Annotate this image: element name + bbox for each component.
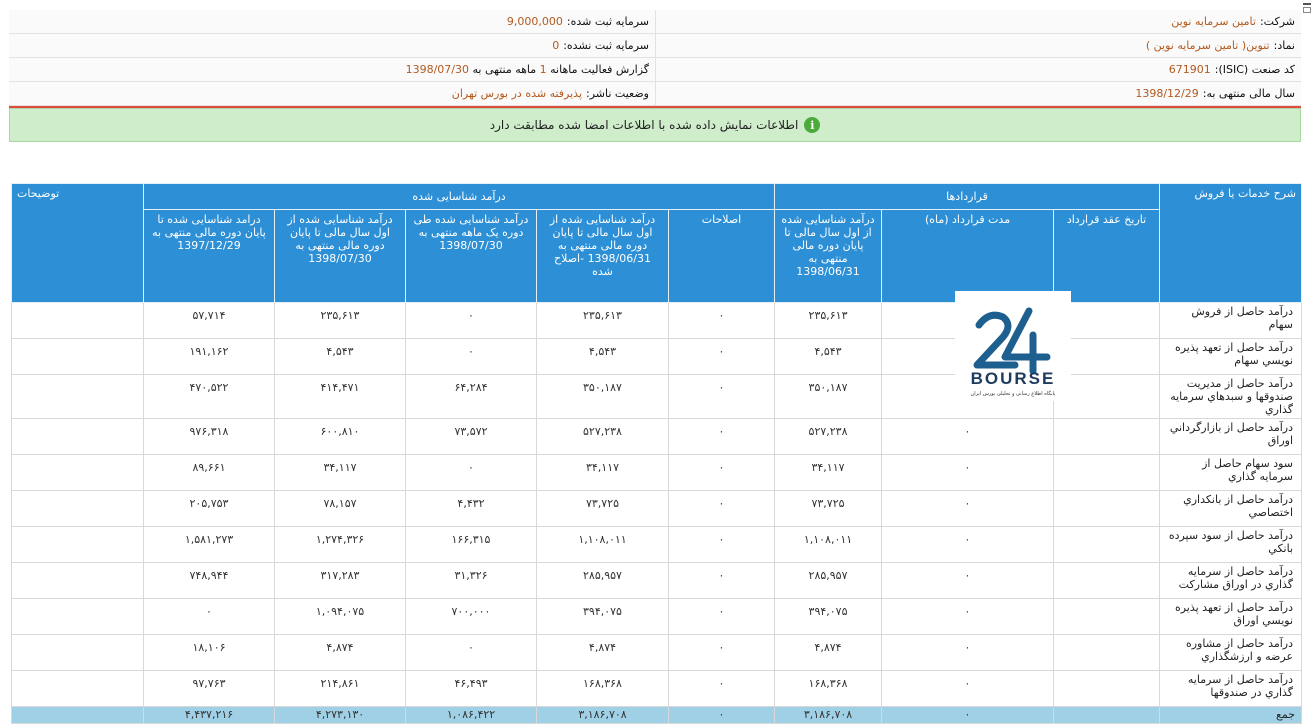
row-income-prev-year: ۷۴۸,۹۴۴ <box>144 563 275 599</box>
row-contract-date <box>1054 419 1160 455</box>
table-row <box>12 599 1302 635</box>
row-income-to-0730: ۲۱۴,۸۶۱ <box>275 671 406 707</box>
row-corrections: ۰ <box>669 303 775 339</box>
isic-value: 671901 <box>1168 63 1211 76</box>
row-income-to-0631: ۵۲۷,۲۳۸ <box>775 419 882 455</box>
fiscal-year-cell <box>655 82 1301 105</box>
header-contracts-group: قراردادها <box>775 184 1160 210</box>
row-income-month: ۳۱,۳۲۶ <box>406 563 537 599</box>
row-income-month: ۶۴,۲۸۴ <box>406 375 537 419</box>
row-description: درآمد حاصل از فروش سهام <box>1160 303 1302 339</box>
row-income-month: ۷۰۰,۰۰۰ <box>406 599 537 635</box>
row-duration: ۰ <box>882 671 1054 707</box>
header-income-prev-year: درامد شناسایی شده تا پایان دوره مالی منتهی به 1397/12/29 <box>144 210 275 303</box>
total-row <box>12 707 1302 724</box>
row-notes <box>12 339 144 375</box>
registered-capital-label: سرمایه ثبت شده: <box>566 15 649 28</box>
total-label: جمع <box>1160 707 1302 724</box>
symbol-value[interactable]: تنوین( تامین سرمایه نوین ) <box>1145 39 1270 52</box>
row-description: درآمد حاصل از مشاوره عرضه و ارزشگذاري <box>1160 635 1302 671</box>
company-cell <box>655 10 1301 33</box>
row-income-corrected: ۵۲۷,۲۳۸ <box>537 419 669 455</box>
symbol-label: نماد: <box>1273 39 1295 52</box>
row-income-to-0730: ۱,۲۷۴,۳۲۶ <box>275 527 406 563</box>
row-income-prev-year: ۹۷۶,۳۱۸ <box>144 419 275 455</box>
row-notes <box>12 303 144 339</box>
row-income-to-0631: ۳۴,۱۱۷ <box>775 455 882 491</box>
row-duration: ۰ <box>882 635 1054 671</box>
row-income-prev-year: ۱,۵۸۱,۲۷۳ <box>144 527 275 563</box>
row-corrections: ۰ <box>669 375 775 419</box>
row-corrections: ۰ <box>669 671 775 707</box>
row-income-corrected: ۱۶۸,۳۶۸ <box>537 671 669 707</box>
table-row <box>12 303 1302 339</box>
row-description: درآمد حاصل از بانكداري اختصاصي <box>1160 491 1302 527</box>
publisher-status-label: وضعیت ناشر: <box>586 87 649 100</box>
row-income-to-0631: ۴,۵۴۳ <box>775 339 882 375</box>
row-income-to-0730: ۲۳۵,۶۱۳ <box>275 303 406 339</box>
row-income-corrected: ۱,۱۰۸,۰۱۱ <box>537 527 669 563</box>
row-income-month: ۰ <box>406 455 537 491</box>
unregistered-capital-cell <box>9 34 655 57</box>
row-income-to-0631: ۲۸۵,۹۵۷ <box>775 563 882 599</box>
row-income-prev-year: ۴۷۰,۵۲۲ <box>144 375 275 419</box>
row-contract-date <box>1054 635 1160 671</box>
unregistered-capital-value: 0 <box>552 39 560 52</box>
publisher-status-value: پذیرفته شده در بورس تهران <box>451 87 583 100</box>
row-income-month: ۰ <box>406 339 537 375</box>
row-income-prev-year: ۱۸,۱۰۶ <box>144 635 275 671</box>
row-income-corrected: ۴,۵۴۳ <box>537 339 669 375</box>
report-date: 1398/07/30 <box>405 63 469 76</box>
row-notes <box>12 599 144 635</box>
header-income-group: درآمد شناسایی شده <box>144 184 775 210</box>
row-duration: ۰ <box>882 455 1054 491</box>
unregistered-capital-label: سرمایه ثبت نشده: <box>563 39 649 52</box>
fiscal-year-value: 1398/12/29 <box>1135 87 1199 100</box>
row-income-to-0730: ۴,۸۷۴ <box>275 635 406 671</box>
total-corrections: ۰ <box>669 707 775 724</box>
fiscal-year-label: سال مالی منتهی به: <box>1202 87 1295 100</box>
row-notes <box>12 563 144 599</box>
registered-capital-cell <box>9 10 655 33</box>
logo-subtitle: پایگاه اطلاع رسانی و تحلیلی بورس ایران <box>970 391 1056 397</box>
header-income-month: درآمد شناسایی شده طی دوره یک ماهه منتهی به 1398/07/30 <box>406 210 537 303</box>
row-corrections: ۰ <box>669 455 775 491</box>
total-income-prev-year: ۴,۴۳۷,۲۱۶ <box>144 707 275 724</box>
row-income-to-0631: ۷۳,۷۲۵ <box>775 491 882 527</box>
table-row <box>12 339 1302 375</box>
report-month-count: 1 <box>539 63 547 76</box>
row-contract-date <box>1054 455 1160 491</box>
table-row <box>12 375 1302 419</box>
row-income-prev-year: ۰ <box>144 599 275 635</box>
row-income-to-0631: ۱۶۸,۳۶۸ <box>775 671 882 707</box>
row-duration: ۰ <box>882 563 1054 599</box>
notice-text: اطلاعات نمایش داده شده با اطلاعات امضا شده مطابقت دارد <box>489 118 799 132</box>
row-income-month: ۱۶۶,۳۱۵ <box>406 527 537 563</box>
table-row <box>12 527 1302 563</box>
row-notes <box>12 671 144 707</box>
row-income-to-0730: ۳۴,۱۱۷ <box>275 455 406 491</box>
row-contract-date <box>1054 563 1160 599</box>
row-duration: ۰ <box>882 527 1054 563</box>
table-row <box>12 635 1302 671</box>
row-income-to-0730: ۶۰۰,۸۱۰ <box>275 419 406 455</box>
logo-text: BOURSE <box>970 369 1056 388</box>
row-income-prev-year: ۵۷,۷۱۴ <box>144 303 275 339</box>
total-income-to-0631: ۳,۱۸۶,۷۰۸ <box>775 707 882 724</box>
row-corrections: ۰ <box>669 527 775 563</box>
row-income-prev-year: ۸۹,۶۶۱ <box>144 455 275 491</box>
row-description: درآمد حاصل از بازارگرداني اوراق <box>1160 419 1302 455</box>
row-income-month: ۰ <box>406 303 537 339</box>
row-notes <box>12 455 144 491</box>
info-row-1 <box>9 10 1301 34</box>
total-duration: ۰ <box>882 707 1054 724</box>
row-description: درآمد حاصل از تعهد پذيره نويسي اوراق <box>1160 599 1302 635</box>
row-income-to-0631: ۲۳۵,۶۱۳ <box>775 303 882 339</box>
header-corrections: اصلاحات <box>669 210 775 303</box>
row-income-to-0730: ۴,۵۴۳ <box>275 339 406 375</box>
bourse24-logo <box>955 291 1071 401</box>
row-income-to-0730: ۱,۰۹۴,۰۷۵ <box>275 599 406 635</box>
row-contract-date <box>1054 491 1160 527</box>
row-income-to-0631: ۱,۱۰۸,۰۱۱ <box>775 527 882 563</box>
row-corrections: ۰ <box>669 563 775 599</box>
report-title-cell <box>9 58 655 81</box>
publisher-status-cell <box>9 82 655 105</box>
row-income-to-0730: ۷۸,۱۵۷ <box>275 491 406 527</box>
row-corrections: ۰ <box>669 339 775 375</box>
header-contract-duration: مدت قرارداد (ماه) <box>882 210 1054 303</box>
total-notes <box>12 707 144 724</box>
company-value: تامین سرمایه نوین <box>1171 15 1256 28</box>
row-income-corrected: ۴,۸۷۴ <box>537 635 669 671</box>
table-row <box>12 563 1302 599</box>
monthly-activity-table <box>11 183 1302 724</box>
report-prefix: گزارش فعالیت ماهانه <box>550 63 649 76</box>
row-income-month: ۰ <box>406 635 537 671</box>
row-notes <box>12 419 144 455</box>
signature-match-notice <box>9 108 1301 142</box>
row-description: درآمد حاصل از سرمايه گذاري در اوراق مشاركت <box>1160 563 1302 599</box>
row-income-corrected: ۳۹۴,۰۷۵ <box>537 599 669 635</box>
row-corrections: ۰ <box>669 491 775 527</box>
header-income-to-0730: درآمد شناسایی شده از اول سال مالی تا پایان دوره مالی منتهی به 1398/07/30 <box>275 210 406 303</box>
row-income-prev-year: ۹۷,۷۶۳ <box>144 671 275 707</box>
row-contract-date <box>1054 527 1160 563</box>
header-notes: توضیحات <box>12 184 144 303</box>
row-contract-date <box>1054 671 1160 707</box>
row-contract-date <box>1054 599 1160 635</box>
window-corner-icon[interactable] <box>1303 3 1311 13</box>
row-description: سود سهام حاصل از سرمايه گذاري <box>1160 455 1302 491</box>
row-income-to-0730: ۴۱۴,۴۷۱ <box>275 375 406 419</box>
row-income-to-0631: ۳۵۰,۱۸۷ <box>775 375 882 419</box>
row-income-prev-year: ۱۹۱,۱۶۲ <box>144 339 275 375</box>
row-income-to-0730: ۳۱۷,۲۸۳ <box>275 563 406 599</box>
info-icon: i <box>804 117 820 133</box>
total-income-month: ۱,۰۸۶,۴۲۲ <box>406 707 537 724</box>
row-corrections: ۰ <box>669 419 775 455</box>
row-income-month: ۴,۴۳۲ <box>406 491 537 527</box>
total-contract-date <box>1054 707 1160 724</box>
header-contract-date: تاریخ عقد قرارداد <box>1054 210 1160 303</box>
table-row <box>12 491 1302 527</box>
row-income-corrected: ۳۵۰,۱۸۷ <box>537 375 669 419</box>
table-row <box>12 671 1302 707</box>
header-description: شرح خدمات یا فروش <box>1160 184 1302 303</box>
isic-label: کد صنعت (ISIC): <box>1214 63 1295 76</box>
symbol-cell <box>655 34 1301 57</box>
info-row-2 <box>9 34 1301 58</box>
company-label: شرکت: <box>1259 15 1295 28</box>
row-income-to-0631: ۴,۸۷۴ <box>775 635 882 671</box>
row-income-to-0631: ۳۹۴,۰۷۵ <box>775 599 882 635</box>
row-income-corrected: ۷۳,۷۲۵ <box>537 491 669 527</box>
report-mid: ماهه منتهی به <box>472 63 537 76</box>
header-income-to-0631: درآمد شناسایی شده از اول سال مالی تا پایان دوره مالی منتهی به 1398/06/31 <box>775 210 882 303</box>
row-duration: ۰ <box>882 599 1054 635</box>
row-income-prev-year: ۲۰۵,۷۵۳ <box>144 491 275 527</box>
row-income-month: ۴۶,۴۹۳ <box>406 671 537 707</box>
total-income-to-0730: ۴,۲۷۳,۱۳۰ <box>275 707 406 724</box>
info-row-4 <box>9 82 1301 106</box>
row-notes <box>12 527 144 563</box>
row-corrections: ۰ <box>669 635 775 671</box>
company-info-panel <box>9 10 1301 142</box>
row-description: درآمد حاصل از مديريت صندوقها و سبدهاي سرمايه گذاري <box>1160 375 1302 419</box>
row-duration: ۰ <box>882 419 1054 455</box>
row-corrections: ۰ <box>669 599 775 635</box>
row-notes <box>12 375 144 419</box>
row-notes <box>12 635 144 671</box>
header-income-corrected: درآمد شناسایی شده از اول سال مالی تا پایان دوره مالی منتهی به 1398/06/31 -اصلاح شده <box>537 210 669 303</box>
table-row <box>12 455 1302 491</box>
row-income-corrected: ۲۳۵,۶۱۳ <box>537 303 669 339</box>
row-description: درآمد حاصل از سرمايه گذاري در صندوقها <box>1160 671 1302 707</box>
info-row-3 <box>9 58 1301 82</box>
row-income-corrected: ۳۴,۱۱۷ <box>537 455 669 491</box>
isic-cell <box>655 58 1301 81</box>
row-duration: ۰ <box>882 491 1054 527</box>
row-income-corrected: ۲۸۵,۹۵۷ <box>537 563 669 599</box>
registered-capital-value: 9,000,000 <box>506 15 563 28</box>
row-description: درآمد حاصل از تعهد پذيره نويسي سهام <box>1160 339 1302 375</box>
row-income-month: ۷۳,۵۷۲ <box>406 419 537 455</box>
row-notes <box>12 491 144 527</box>
row-description: درآمد حاصل از سود سپرده بانكي <box>1160 527 1302 563</box>
total-income-corrected: ۳,۱۸۶,۷۰۸ <box>537 707 669 724</box>
table-row <box>12 419 1302 455</box>
